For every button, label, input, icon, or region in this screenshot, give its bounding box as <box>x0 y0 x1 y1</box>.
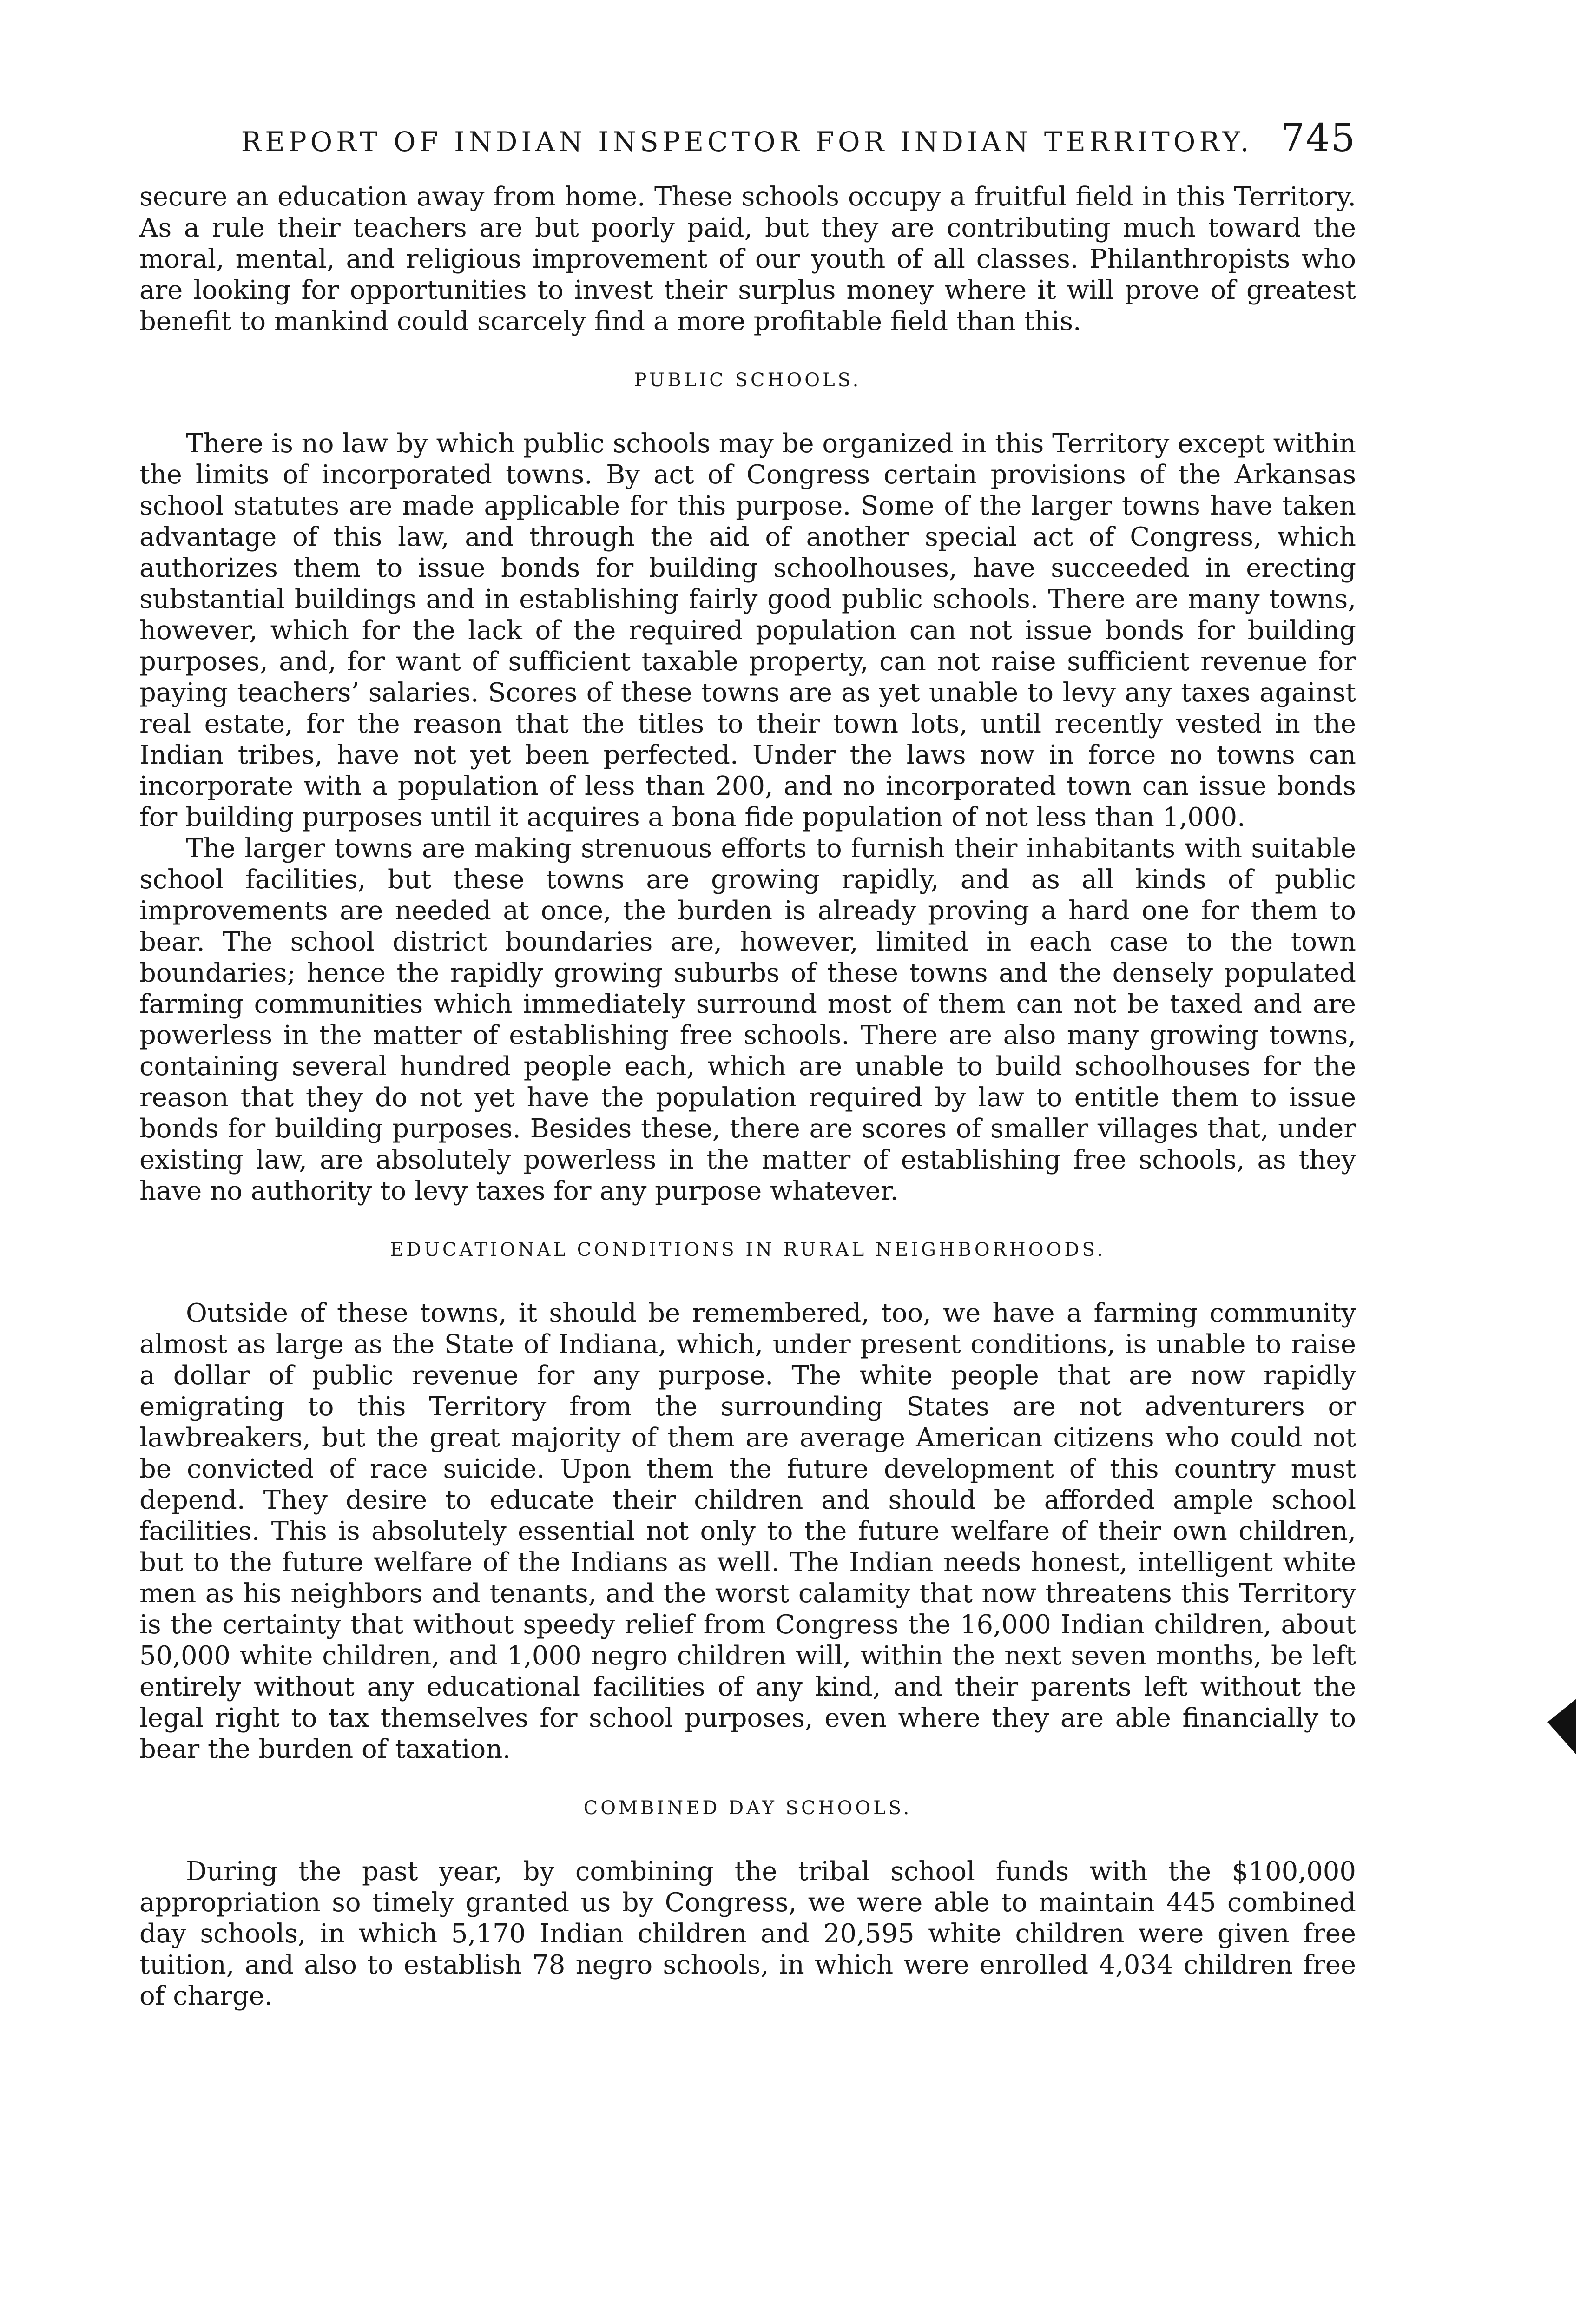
page-edge-mark <box>1547 1699 1576 1755</box>
paragraph: The larger towns are making strenuous efforts to furnish their inhabitants with suitable school facilities, but these towns are growing rapidly, and as all kinds of public improvements are needed at once, the burden is already proving a hard one for them to bear. The school district boundaries are, however, limited in each case to the town boundaries; hence the rapidly growing suburbs of these towns and the densely populated farming communities which immediately surround most of them can not be taxed and are powerless in the matter of establishing free schools. There are also many growing towns, containing several hundred people each, which are unable to build schoolhouses for the reason that they do not yet have the population required by law to entitle them to issue bonds for building purposes. Besides these, there are scores of smaller villages that, under existing law, are absolutely powerless in the matter of establishing free schools, as they have no authority to levy taxes for any purpose whatever. <box>139 833 1356 1206</box>
page-number: 745 <box>1280 116 1356 160</box>
paragraph: There is no law by which public schools may be organized in this Territory except within the limits of incorporated towns. By act of Congress certain provisions of the Arkansas school statutes are made applicable for this purpose. Some of the larger towns have taken advantage of this law, and through the aid of another special act of Congress, which authorizes them to issue bonds for building schoolhouses, have succeeded in erecting substantial buildings and in establishing fairly good public schools. There are many towns, however, which for the lack of the required population can not issue bonds for building purposes, and, for want of sufficient taxable property, can not raise sufficient revenue for paying teachers’ salaries. Scores of these towns are as yet unable to levy any taxes against real estate, for the reason that the titles to their town lots, until recently vested in the Indian tribes, have not yet been perfected. Under the laws now in force no towns can incorporate with a population of less than 200, and no incorporated town can issue bonds for building purposes until it acquires a bona fide population of not less than 1,000. <box>139 429 1356 832</box>
document-page <box>139 116 1356 2012</box>
running-title: REPORT OF INDIAN INSPECTOR FOR INDIAN TERRITORY. <box>241 126 1253 158</box>
paragraph: Outside of these towns, it should be remembered, too, we have a farming community almost as large as the State of Indiana, which, under present conditions, is unable to raise a dollar of public revenue for any purpose. The white people that are now rapidly emigrating to this Territory from the surrounding States are not adventurers or lawbreakers, but the great majority of them are average American citizens who could not be convicted of race suicide. Upon them the future development of this country must depend. They desire to educate their children and should be afforded ample school facilities. This is absolutely essential not only to the future welfare of their own children, but to the future welfare of the Indians as well. The Indian needs honest, intelligent white men as his neighbors and tenants, and the worst calamity that now threatens this Territory is the certainty that without speedy relief from Congress the 16,000 Indian children, about 50,000 white children, and 1,000 negro children will, within the next seven months, be left entirely without any educational facilities of any kind, and their parents left without the legal right to tax themselves for school purposes, even where they are able financially to bear the burden of taxation. <box>139 1298 1356 1764</box>
paragraph: During the past year, by combining the tribal school funds with the $100,000 appropriation so timely granted us by Congress, we were able to maintain 445 combined day schools, in which 5,170 Indian children and 20,595 white children were given free tuition, and also to establish 78 negro schools, in which were enrolled 4,034 children free of charge. <box>139 1856 1356 2011</box>
intro-paragraph: secure an education away from home. These schools occupy a fruitful field in this Territory. As a rule their teachers are but poorly paid, but they are contributing much toward the moral, mental, and religious improvement of our youth of all classes. Philanthropists who are looking for opportunities to invest their surplus money where it will prove of greatest benefit to mankind could scarcely find a more profitable field than this. <box>139 182 1356 337</box>
section-heading-combined-day-schools: COMBINED DAY SCHOOLS. <box>583 1797 912 1819</box>
section-heading-public-schools: PUBLIC SCHOOLS. <box>634 370 862 391</box>
section-heading-rural-neighborhoods: EDUCATIONAL CONDITIONS IN RURAL NEIGHBORHOODS. <box>389 1239 1106 1261</box>
running-header <box>139 116 1356 181</box>
